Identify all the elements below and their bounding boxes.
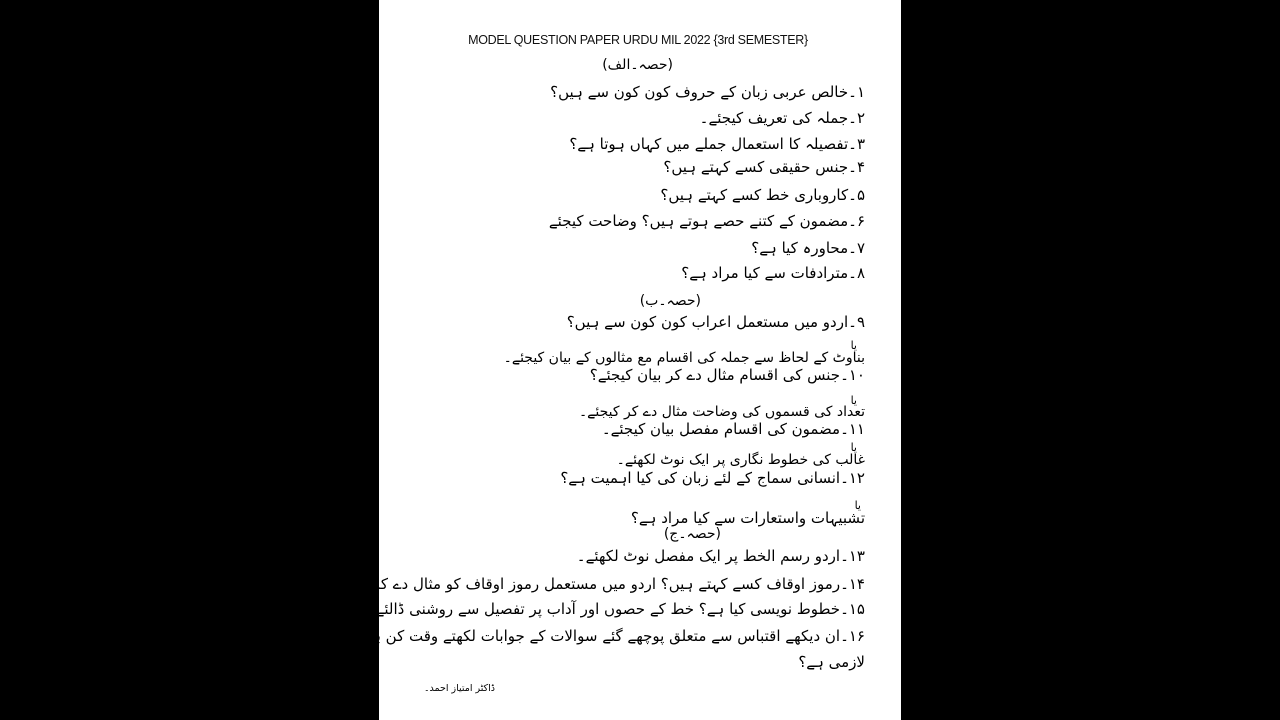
question-5: ۵۔کاروباری خط کسے کہتے ہیں؟	[660, 186, 865, 204]
section-a-heading: (حصہ۔الف)	[602, 57, 673, 73]
question-12-alternative: غالب کی خطوط نگاری پر ایک نوٹ لکھئے۔	[616, 452, 865, 468]
question-4: ۴۔جنس حقیقی کسے کہتے ہیں؟	[663, 158, 865, 176]
or-marker-tashbihat: یا	[854, 499, 861, 512]
section-c-heading: (حصہ۔ج)	[663, 526, 721, 542]
question-2: ۲۔جملہ کی تعریف کیجئے۔	[699, 109, 865, 127]
question-14: ۱۴۔رموز اوقاف کسے کہتے ہیں؟ اردو میں مستعمل رموز اوقاف کو مثال دے کر بیان کیجئے۔	[295, 575, 865, 593]
question-16-continuation: لازمی ہے؟	[798, 653, 865, 671]
section-b-heading: (حصہ۔ب)	[639, 293, 701, 309]
document-page	[263, 0, 901, 720]
question-tashbihat-alternative: تشبیہات واستعارات سے کیا مراد ہے؟	[630, 509, 865, 527]
question-16: ۱۶۔ان دیکھے اقتباس سے متعلق پوچھے گئے سوالات کے جوابات لکھتے وقت کن باتوں کا خیال رکھنا	[263, 627, 865, 645]
question-11: ۱۱۔مضمون کی اقسام مفصل بیان کیجئے۔	[601, 420, 865, 438]
question-12: ۱۲۔انسانی سماج کے لئے زبان کی کیا اہمیت ہے؟	[560, 469, 865, 487]
question-13: ۱۳۔اردو رسم الخط پر ایک مفصل نوٹ لکھئے۔	[576, 547, 865, 565]
question-8: ۸۔مترادفات سے کیا مراد ہے؟	[681, 264, 865, 282]
question-9: ۹۔اردو میں مستعمل اعراب کون کون سے ہیں؟	[566, 313, 865, 331]
question-7: ۷۔محاورہ کیا ہے؟	[751, 239, 865, 257]
question-1: ۱۔خالص عربی زبان کے حروف کون کون سے ہیں؟	[550, 83, 865, 101]
or-marker-10: یا	[850, 339, 857, 352]
paper-title: MODEL QUESTION PAPER URDU MIL 2022 {3rd SEMESTER}	[468, 33, 808, 47]
question-10-alternative: بناوٹ کے لحاظ سے جملہ کی اقسام مع مثالوں کے بیان کیجئے۔	[503, 350, 865, 366]
author-signature: ڈاکٹر امتیاز احمد۔	[423, 683, 495, 694]
question-15: ۱۵۔خطوط نویسی کیا ہے؟ خط کے حصوں اور آداب پر تفصیل سے روشنی ڈالئے۔	[366, 600, 865, 618]
or-marker-12: یا	[850, 441, 857, 454]
question-10: ۱۰۔جنس کی اقسام مثال دے کر بیان کیجئے؟	[589, 366, 865, 384]
question-11-alternative: تعداد کی قسموں کی وضاحت مثال دے کر کیجئے۔	[578, 404, 865, 420]
question-3: ۳۔تفصیلہ کا استعمال جملے میں کہاں ہوتا ہے؟	[569, 135, 865, 153]
question-6: ۶۔مضمون کے کتنے حصے ہوتے ہیں؟ وضاحت کیجئے	[548, 212, 865, 230]
or-marker-11: یا	[850, 394, 857, 407]
